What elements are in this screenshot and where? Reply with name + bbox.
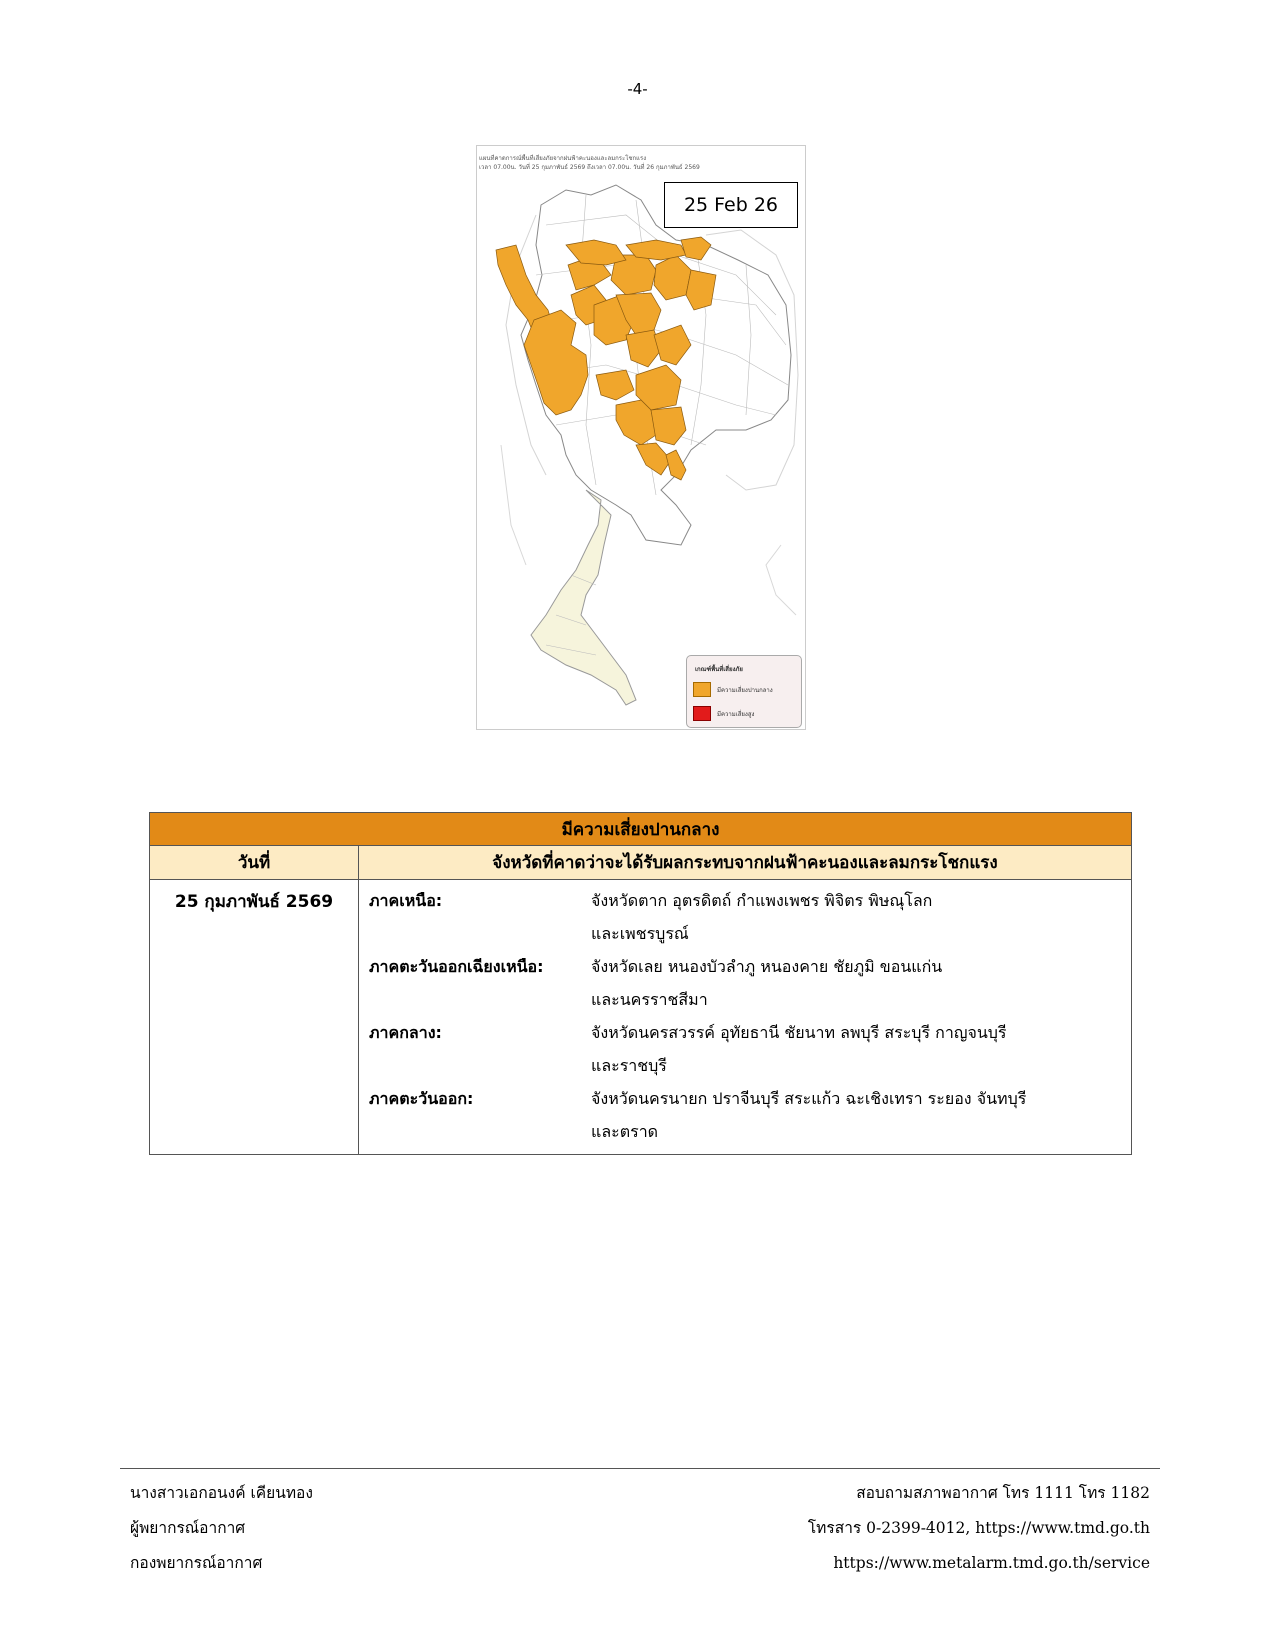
contact-service-link[interactable]: https://www.metalarm.tmd.go.th/service — [833, 1554, 1150, 1572]
region-provinces — [591, 1082, 1121, 1148]
province-line: และราชบุรี — [591, 1056, 667, 1075]
table-row — [150, 880, 1132, 1155]
region-provinces — [591, 950, 1121, 1016]
legend-title: เกณฑ์พื้นที่เสี่ยงภัย — [695, 666, 743, 673]
map-header-line: เวลา 07.00น. วันที่ 25 กุมภาพันธ์ 2569 ถึงเวลา 07.00น. วันที่ 26 กุมภาพันธ์ 2569 — [479, 164, 700, 171]
province-line: และตราด — [591, 1122, 659, 1141]
map-header — [479, 154, 769, 172]
region-name: ภาคเหนือ: — [369, 891, 443, 910]
page-number: -4- — [627, 80, 648, 98]
province-line: และนครราชสีมา — [591, 990, 708, 1009]
legend-label: มีความเสี่ยงสูง — [717, 710, 755, 718]
footer-forecaster — [130, 1476, 313, 1581]
legend-item-high — [693, 706, 754, 721]
date-cell: 25 กุมภาพันธ์ 2569 — [150, 880, 359, 1155]
thailand-map — [476, 145, 806, 730]
footer-contact — [808, 1476, 1150, 1581]
province-line: และเพชรบูรณ์ — [591, 924, 689, 943]
province-line: จังหวัดเลย หนองบัวลำภู หนองคาย ชัยภูมิ ขอนแก่น — [591, 957, 943, 976]
contact-fax-website[interactable]: โทรสาร 0-2399-4012, https://www.tmd.go.th — [807, 1519, 1150, 1537]
footer-divider — [120, 1468, 1160, 1469]
forecaster-division: กองพยากรณ์อากาศ — [130, 1554, 263, 1572]
map-date-label: 25 Feb 26 — [664, 182, 798, 228]
regions-cell — [359, 880, 1132, 1155]
region-east — [369, 1082, 1121, 1148]
legend-swatch-orange — [693, 682, 711, 697]
risk-table — [149, 812, 1132, 1155]
region-name: ภาคกลาง: — [369, 1023, 442, 1042]
region-provinces — [591, 1016, 1121, 1082]
map-header-line: แผนที่คาดการณ์พื้นที่เสี่ยงภัยจากฝนฟ้าคะนองและลมกระโชกแรง — [479, 155, 647, 162]
region-central — [369, 1016, 1121, 1082]
forecaster-title: ผู้พยากรณ์อากาศ — [130, 1519, 246, 1537]
province-line: จังหวัดนครนายก ปราจีนบุรี สระแก้ว ฉะเชิงเทรา ระยอง จันทบุรี — [591, 1089, 1027, 1108]
legend-label: มีความเสี่ยงปานกลาง — [717, 686, 773, 694]
forecaster-name: นางสาวเอกอนงค์ เคียนทอง — [130, 1484, 313, 1502]
region-name: ภาคตะวันออก: — [369, 1089, 474, 1108]
column-header-date: วันที่ — [150, 846, 359, 880]
column-header-provinces: จังหวัดที่คาดว่าจะได้รับผลกระทบจากฝนฟ้าคะนองและลมกระโชกแรง — [359, 846, 1132, 880]
province-line: จังหวัดนครสวรรค์ อุทัยธานี ชัยนาท ลพบุรี สระบุรี กาญจนบุรี — [591, 1023, 1007, 1042]
region-provinces — [591, 884, 1121, 950]
legend-swatch-red — [693, 706, 711, 721]
province-line: จังหวัดตาก อุตรดิตถ์ กำแพงเพชร พิจิตร พิษณุโลก — [591, 891, 933, 910]
risk-level-header: มีความเสี่ยงปานกลาง — [150, 813, 1132, 846]
region-name: ภาคตะวันออกเฉียงเหนือ: — [369, 957, 544, 976]
region-north — [369, 884, 1121, 950]
contact-phone: สอบถามสภาพอากาศ โทร 1111 โทร 1182 — [856, 1484, 1150, 1502]
map-legend — [686, 655, 802, 728]
risk-map-figure — [476, 145, 806, 730]
legend-item-moderate — [693, 682, 773, 697]
region-northeast — [369, 950, 1121, 1016]
